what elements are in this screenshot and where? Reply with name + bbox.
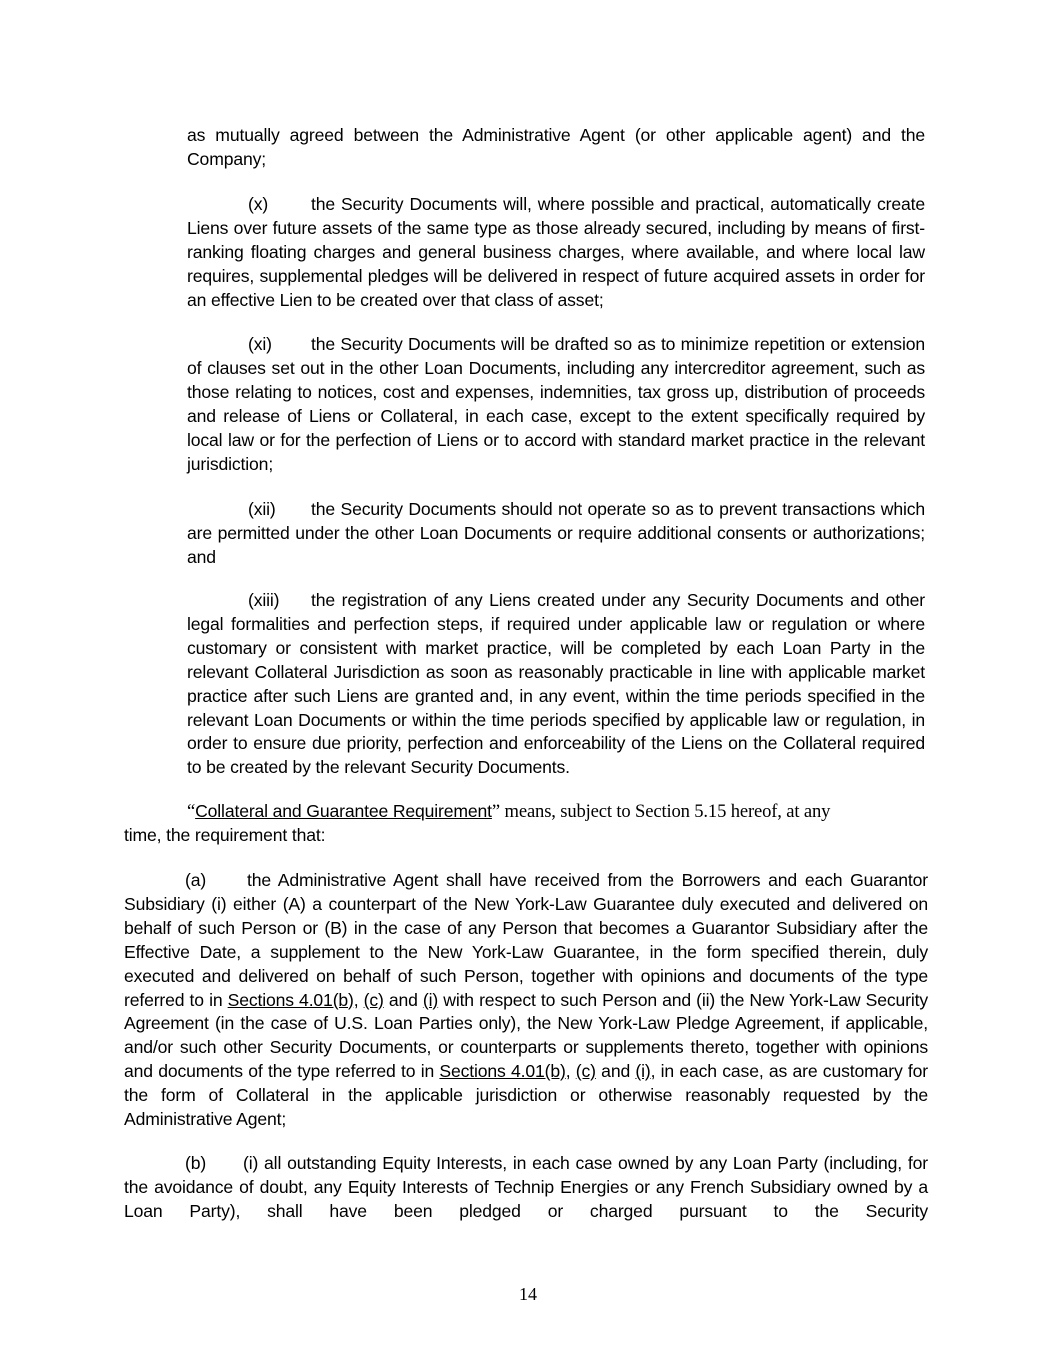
clause-a-label: (a) bbox=[185, 870, 207, 890]
item-xii-text: the Security Documents should not operate so as to prevent transactions which are permitted under the other Loan Documents or require additional consents or authorizations; and bbox=[187, 499, 925, 567]
item-xii-paragraph bbox=[187, 498, 925, 570]
item-xi-paragraph bbox=[187, 333, 925, 476]
clause-b-paragraph bbox=[124, 1152, 928, 1224]
separator: , bbox=[565, 1061, 576, 1082]
item-xi-label: (xi) bbox=[248, 334, 272, 354]
separator: and bbox=[383, 989, 423, 1010]
section-reference: Sections 4.01(b) bbox=[439, 1061, 566, 1082]
item-xiii-label: (xiii) bbox=[248, 590, 280, 610]
section-reference: (i) bbox=[635, 1061, 651, 1082]
item-xii-label: (xii) bbox=[248, 499, 276, 519]
clause-a-paragraph bbox=[124, 869, 928, 1132]
definition-open-quote: “ bbox=[187, 801, 196, 822]
clause-a-text-2: with respect to such Person and (ii) the New York-Law Security Agreement (in the case of U.S. Loan Parties only), the New York-Law Pledge Agreement, if applicable, and/or such other Security Documents, or counterparts or supplements thereto, together with opinions and documents of the type referred to in bbox=[124, 989, 928, 1082]
defined-term: Collateral and Guarantee Requirement bbox=[195, 801, 492, 821]
item-xiii-text: the registration of any Liens created under any Security Documents and other legal formalities and perfection steps, if required under applicable law or regulation or where customary or consistent with market practice, will be completed by each Loan Party in the relevant Collateral Jurisdiction as soon as reasonably practicable in line with applicable market practice after such Liens are granted and, in any event, within the time periods specified in the relevant Loan Documents or within the time periods specified by applicable law or regulation, in order to ensure due priority, perfection and enforceability of the Liens on the Collateral required to be created by the relevant Security Documents. bbox=[187, 590, 925, 778]
item-x-text: the Security Documents will, where possible and practical, automatically create Liens over future assets of the same type as those already secured, including by means of first-ranking floating charges and general business charges, where available, and where local law requires, supplemental pledges will be delivered in respect of future acquired assets in order for an effective Lien to be created over that class of asset; bbox=[187, 194, 925, 310]
page-number: 14 bbox=[519, 1284, 537, 1304]
section-reference: (c) bbox=[575, 1061, 596, 1082]
item-xiii-paragraph bbox=[187, 589, 925, 780]
item-xi-text: the Security Documents will be drafted so as to minimize repetition or extension of clauses set out in the other Loan Documents, including any intercreditor agreement, such as those relating to notices, cost and expenses, indemnities, tax gross up, distribution of proceeds and release of Liens or Collateral, in each case, except to the extent specifically required by local law or for the perfection of Liens or to accord with standard market practice in the relevant jurisdiction; bbox=[187, 334, 925, 474]
definition-intro-text: means, subject to Section 5.15 hereof, at any bbox=[500, 801, 831, 822]
section-reference: (i) bbox=[422, 989, 439, 1010]
clause-b-label: (b) bbox=[185, 1153, 207, 1173]
definition-paragraph bbox=[124, 800, 928, 848]
definition-close-quote: ” bbox=[491, 801, 501, 822]
separator: and bbox=[595, 1061, 636, 1082]
separator: , bbox=[353, 989, 364, 1010]
clause-a-text-1: the Administrative Agent shall have received from the Borrowers and each Guarantor Subsidiary (i) either (A) a counterpart of the New York-Law Guarantee duly executed and delivered on behalf of such Person or (B) in the case of any Person that becomes a Guarantor Subsidiary after the Effective Date, a supplement to the New York-Law Guarantee, in the form specified therein, duly executed and delivered on behalf of such Person, together with opinions and documents of the type referred to in bbox=[124, 870, 928, 1010]
section-reference: (c) bbox=[363, 989, 384, 1010]
intro-paragraph bbox=[187, 124, 925, 172]
intro-text: as mutually agreed between the Administrative Agent (or other applicable agent) and the Company; bbox=[187, 125, 925, 169]
clause-a-text-3: , in each case, as are customary for the form of Collateral in the applicable jurisdiction or otherwise reasonably requested by the Administrative Agent; bbox=[124, 1061, 928, 1130]
item-x-label: (x) bbox=[248, 194, 269, 214]
clause-b-text: (i) all outstanding Equity Interests, in each case owned by any Loan Party (including, for the avoidance of doubt, any Equity Interests of Technip Energies or any French Subsidiary owned by a Loan Party), shall have been pledged or charged pursuant to the Security bbox=[124, 1153, 928, 1221]
definition-continuation: time, the requirement that: bbox=[124, 824, 326, 845]
item-x-paragraph bbox=[187, 193, 925, 313]
section-reference: Sections 4.01(b) bbox=[227, 989, 354, 1010]
